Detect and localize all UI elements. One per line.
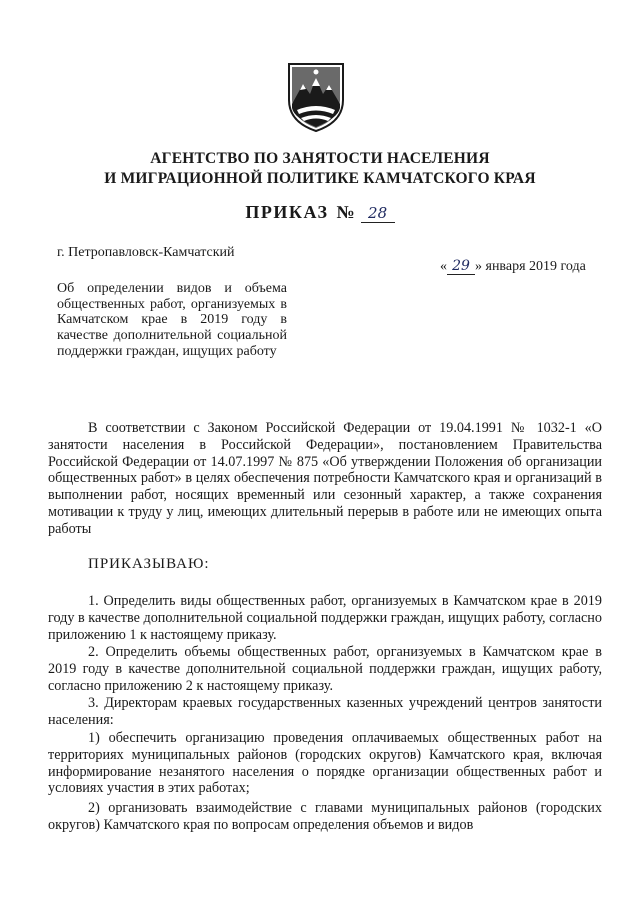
order-item-2 [48,644,602,694]
prikazyvayu-heading: ПРИКАЗЫВАЮ: [88,556,210,572]
order-subitem-3-2-text: 2) организовать взаимодействие с главами муниципальных районов (городских округов) Камчатского края по вопросам определения объемов и видов [48,800,602,833]
order-word: ПРИКАЗ [245,202,329,222]
order-item-2-text: 2. Определить объемы общественных работ, организуемых в Камчатском крае в 2019 году в качестве дополнительной социальной поддержки граждан, ищущих работу, согласно приложению 2 к настоящему приказу. [48,644,602,694]
date-close-quote: » [475,259,482,274]
preamble-text: В соответствии с Законом Российской Федерации от 19.04.1991 № 1032-1 «О занятости населения в Российской Федерации», постановлением Правительства Российской Федерации от 14.07.1997 № 875 «Об утверждении Положения об организации общественных работ» в целях обеспечения потребности Камчатского края и организаций в выполнении работ, носящих временный или сезонный характер, а также сохранения мотивации к труду у лиц, имеющих длительный перерыв в работе или не имеющих опыта работы [48,420,602,537]
order-number-label: № [336,202,355,222]
place-of-issue: г. Петропавловск-Камчатский [57,245,235,260]
date-month-year: января 2019 года [482,259,586,274]
order-item-3 [48,695,602,729]
agency-name-line1: АГЕНТСТВО ПО ЗАНЯТОСТИ НАСЕЛЕНИЯ [150,150,490,167]
date-open-quote: « [440,259,447,274]
order-item-1 [48,593,602,643]
order-title [0,202,640,223]
agency-name-line2: И МИГРАЦИОННОЙ ПОЛИТИКЕ КАМЧАТСКОГО КРАЯ [104,170,536,187]
order-item-3-text: 3. Директорам краевых государственных казенных учреждений центров занятости населения: [48,695,602,728]
preamble-paragraph [48,420,602,538]
order-item-1-text: 1. Определить виды общественных работ, организуемых в Камчатском крае в 2019 году в качестве дополнительной социальной поддержки граждан, ищущих работу, согласно приложению 1 к настоящему приказу. [48,593,602,643]
order-subitem-3-1-text: 1) обеспечить организацию проведения оплачиваемых общественных работ на территориях муниципальных районов (городских округов) Камчатского края, включая информирование незанятого населения о порядке организации общественных работ и условиях участия в этих работах; [48,730,602,797]
order-number-handwritten: 28 [361,204,395,223]
order-subject: Об определении видов и объема общественных работ, организуемых в Камчатском крае в 2019 году в качестве дополнительной социальной поддержки граждан, ищущих работу [57,281,287,359]
order-subitem-3-2 [48,800,602,834]
kamchatka-coat-of-arms-icon [283,58,349,134]
order-date [440,258,586,275]
order-subitem-3-1 [48,730,602,797]
date-day-handwritten: 29 [447,258,475,275]
